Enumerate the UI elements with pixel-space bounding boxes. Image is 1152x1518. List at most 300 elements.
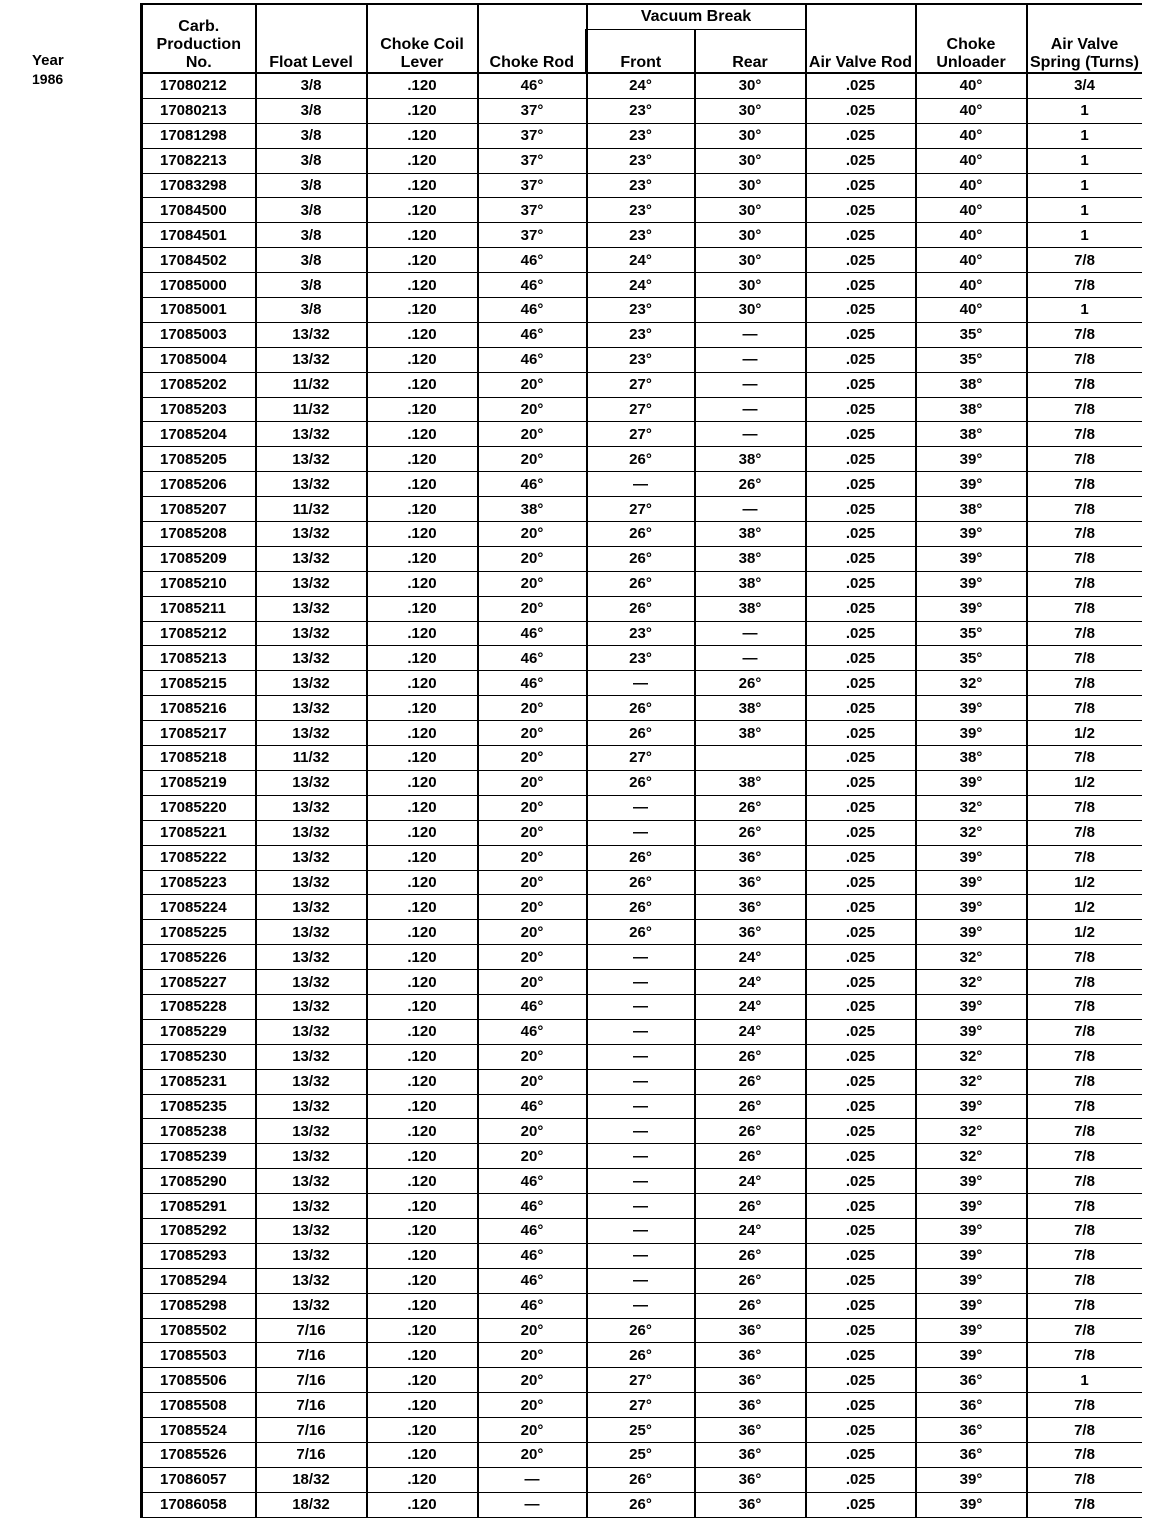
cell-carb-production-no: 17085226	[142, 945, 256, 970]
cell-choke-rod: 20°	[478, 1343, 587, 1368]
cell-vacuum-break-rear: 36°	[695, 1318, 806, 1343]
cell-carb-production-no: 17085298	[142, 1293, 256, 1318]
cell-choke-unloader: 38°	[916, 397, 1027, 422]
cell-vacuum-break-front: 26°	[587, 696, 695, 721]
table-row	[142, 1218, 1142, 1243]
cell-choke-coil-lever: .120	[367, 372, 478, 397]
cell-air-valve-spring: 7/8	[1027, 1144, 1142, 1169]
cell-vacuum-break-rear: 38°	[695, 522, 806, 547]
cell-vacuum-break-front: 26°	[587, 895, 695, 920]
cell-air-valve-spring: 7/8	[1027, 696, 1142, 721]
cell-choke-coil-lever: .120	[367, 273, 478, 298]
cell-choke-coil-lever: .120	[367, 198, 478, 223]
cell-air-valve-rod: .025	[806, 1119, 916, 1144]
cell-vacuum-break-rear: 26°	[695, 671, 806, 696]
cell-float-level: 13/32	[256, 447, 367, 472]
cell-air-valve-spring: 7/8	[1027, 248, 1142, 273]
cell-air-valve-rod: .025	[806, 571, 916, 596]
cell-choke-unloader: 38°	[916, 746, 1027, 771]
cell-choke-unloader: 39°	[916, 920, 1027, 945]
cell-choke-unloader: 40°	[916, 73, 1027, 98]
cell-choke-rod: 20°	[478, 1368, 587, 1393]
cell-vacuum-break-front: —	[587, 1268, 695, 1293]
cell-vacuum-break-front: —	[587, 1019, 695, 1044]
cell-vacuum-break-rear: 26°	[695, 1094, 806, 1119]
cell-carb-production-no: 17085230	[142, 1044, 256, 1069]
cell-air-valve-spring: 1/2	[1027, 920, 1142, 945]
table-row	[142, 98, 1142, 123]
cell-air-valve-rod: .025	[806, 472, 916, 497]
cell-choke-coil-lever: .120	[367, 646, 478, 671]
cell-choke-coil-lever: .120	[367, 546, 478, 571]
cell-choke-coil-lever: .120	[367, 1343, 478, 1368]
cell-air-valve-spring: 7/8	[1027, 970, 1142, 995]
cell-air-valve-rod: .025	[806, 522, 916, 547]
cell-air-valve-rod: .025	[806, 870, 916, 895]
cell-choke-rod: 20°	[478, 522, 587, 547]
cell-carb-production-no: 17080213	[142, 98, 256, 123]
cell-float-level: 18/32	[256, 1467, 367, 1492]
cell-vacuum-break-front: 27°	[587, 422, 695, 447]
table-row	[142, 671, 1142, 696]
cell-vacuum-break-front: 27°	[587, 397, 695, 422]
cell-air-valve-rod: .025	[806, 273, 916, 298]
cell-air-valve-rod: .025	[806, 1094, 916, 1119]
cell-vacuum-break-rear: —	[695, 621, 806, 646]
cell-float-level: 7/16	[256, 1318, 367, 1343]
cell-float-level: 13/32	[256, 1094, 367, 1119]
cell-carb-production-no: 17085220	[142, 795, 256, 820]
cell-float-level: 3/8	[256, 248, 367, 273]
cell-choke-coil-lever: .120	[367, 671, 478, 696]
cell-choke-unloader: 32°	[916, 945, 1027, 970]
cell-vacuum-break-rear: 24°	[695, 970, 806, 995]
cell-air-valve-rod: .025	[806, 1467, 916, 1492]
cell-choke-rod: 46°	[478, 1194, 587, 1219]
cell-float-level: 13/32	[256, 970, 367, 995]
table-row	[142, 347, 1142, 372]
table-row	[142, 322, 1142, 347]
cell-choke-rod: 37°	[478, 123, 587, 148]
table-row	[142, 870, 1142, 895]
cell-choke-rod: 46°	[478, 994, 587, 1019]
cell-air-valve-spring: 1	[1027, 173, 1142, 198]
cell-choke-coil-lever: .120	[367, 770, 478, 795]
cell-vacuum-break-front: 26°	[587, 1343, 695, 1368]
cell-float-level: 13/32	[256, 646, 367, 671]
cell-choke-coil-lever: .120	[367, 1442, 478, 1467]
cell-vacuum-break-rear: —	[695, 497, 806, 522]
cell-air-valve-spring: 7/8	[1027, 522, 1142, 547]
cell-carb-production-no: 17085221	[142, 820, 256, 845]
table-row	[142, 472, 1142, 497]
header-choke-unloader: Choke Unloader	[916, 4, 1027, 73]
cell-float-level: 13/32	[256, 1044, 367, 1069]
cell-choke-rod: 20°	[478, 795, 587, 820]
cell-air-valve-spring: 1/2	[1027, 770, 1142, 795]
cell-float-level: 13/32	[256, 347, 367, 372]
table-row	[142, 1492, 1142, 1517]
header-vacuum-break-rear: Rear	[695, 30, 806, 74]
cell-carb-production-no: 17085212	[142, 621, 256, 646]
cell-choke-rod: 46°	[478, 248, 587, 273]
cell-choke-coil-lever: .120	[367, 1144, 478, 1169]
cell-float-level: 13/32	[256, 920, 367, 945]
table-row	[142, 1418, 1142, 1443]
cell-vacuum-break-front: 24°	[587, 73, 695, 98]
cell-carb-production-no: 17085218	[142, 746, 256, 771]
cell-air-valve-rod: .025	[806, 447, 916, 472]
cell-float-level: 3/8	[256, 298, 367, 323]
cell-vacuum-break-front: 26°	[587, 596, 695, 621]
cell-choke-coil-lever: .120	[367, 596, 478, 621]
cell-vacuum-break-front: —	[587, 1243, 695, 1268]
cell-choke-rod: 20°	[478, 870, 587, 895]
cell-air-valve-spring: 7/8	[1027, 820, 1142, 845]
cell-choke-coil-lever: .120	[367, 73, 478, 98]
cell-choke-coil-lever: .120	[367, 1368, 478, 1393]
header-float-level: Float Level	[256, 4, 367, 73]
cell-choke-coil-lever: .120	[367, 1169, 478, 1194]
cell-vacuum-break-front: —	[587, 1293, 695, 1318]
cell-float-level: 13/32	[256, 1069, 367, 1094]
cell-vacuum-break-rear: —	[695, 646, 806, 671]
cell-float-level: 13/32	[256, 621, 367, 646]
table-row	[142, 945, 1142, 970]
cell-choke-coil-lever: .120	[367, 845, 478, 870]
cell-choke-unloader: 39°	[916, 721, 1027, 746]
cell-air-valve-rod: .025	[806, 1169, 916, 1194]
table-row	[142, 746, 1142, 771]
cell-choke-rod: 46°	[478, 273, 587, 298]
cell-vacuum-break-front: 23°	[587, 98, 695, 123]
cell-vacuum-break-rear: 26°	[695, 472, 806, 497]
cell-carb-production-no: 17085290	[142, 1169, 256, 1194]
cell-vacuum-break-front: 26°	[587, 770, 695, 795]
table-row	[142, 721, 1142, 746]
cell-vacuum-break-rear: 26°	[695, 1194, 806, 1219]
table-row	[142, 173, 1142, 198]
table-row	[142, 248, 1142, 273]
table-row	[142, 422, 1142, 447]
cell-carb-production-no: 17085224	[142, 895, 256, 920]
cell-carb-production-no: 17085000	[142, 273, 256, 298]
cell-carb-production-no: 17085524	[142, 1418, 256, 1443]
cell-air-valve-rod: .025	[806, 422, 916, 447]
cell-air-valve-spring: 7/8	[1027, 472, 1142, 497]
cell-air-valve-spring: 7/8	[1027, 1268, 1142, 1293]
cell-float-level: 13/32	[256, 994, 367, 1019]
cell-carb-production-no: 17085222	[142, 845, 256, 870]
cell-choke-rod: 46°	[478, 1268, 587, 1293]
cell-vacuum-break-front: 23°	[587, 322, 695, 347]
cell-vacuum-break-rear: 38°	[695, 447, 806, 472]
cell-choke-coil-lever: .120	[367, 123, 478, 148]
cell-vacuum-break-front: —	[587, 1194, 695, 1219]
table-row	[142, 845, 1142, 870]
cell-choke-unloader: 35°	[916, 347, 1027, 372]
cell-air-valve-rod: .025	[806, 322, 916, 347]
cell-carb-production-no: 17085216	[142, 696, 256, 721]
cell-choke-unloader: 39°	[916, 1194, 1027, 1219]
cell-float-level: 13/32	[256, 945, 367, 970]
cell-carb-production-no: 17085227	[142, 970, 256, 995]
cell-carb-production-no: 17085502	[142, 1318, 256, 1343]
cell-choke-coil-lever: .120	[367, 447, 478, 472]
cell-choke-unloader: 39°	[916, 522, 1027, 547]
cell-vacuum-break-rear: 24°	[695, 1169, 806, 1194]
cell-float-level: 13/32	[256, 1019, 367, 1044]
cell-choke-rod: 20°	[478, 820, 587, 845]
cell-choke-unloader: 32°	[916, 671, 1027, 696]
cell-choke-rod: 46°	[478, 1169, 587, 1194]
cell-vacuum-break-rear: 24°	[695, 1218, 806, 1243]
cell-air-valve-spring: 7/8	[1027, 1442, 1142, 1467]
cell-vacuum-break-front: 26°	[587, 571, 695, 596]
cell-carb-production-no: 17085239	[142, 1144, 256, 1169]
cell-carb-production-no: 17084501	[142, 223, 256, 248]
cell-choke-rod: 20°	[478, 422, 587, 447]
cell-choke-unloader: 40°	[916, 98, 1027, 123]
cell-vacuum-break-rear: 36°	[695, 1467, 806, 1492]
cell-vacuum-break-front: 25°	[587, 1442, 695, 1467]
cell-choke-coil-lever: .120	[367, 696, 478, 721]
cell-vacuum-break-front: —	[587, 671, 695, 696]
cell-float-level: 13/32	[256, 546, 367, 571]
cell-choke-coil-lever: .120	[367, 746, 478, 771]
cell-vacuum-break-front: 26°	[587, 845, 695, 870]
cell-vacuum-break-front: 23°	[587, 148, 695, 173]
cell-choke-unloader: 32°	[916, 1144, 1027, 1169]
table-row	[142, 223, 1142, 248]
cell-vacuum-break-front: 23°	[587, 198, 695, 223]
table-row	[142, 994, 1142, 1019]
cell-air-valve-spring: 7/8	[1027, 273, 1142, 298]
cell-choke-unloader: 39°	[916, 1094, 1027, 1119]
cell-float-level: 11/32	[256, 397, 367, 422]
cell-choke-unloader: 38°	[916, 422, 1027, 447]
cell-vacuum-break-front: 24°	[587, 248, 695, 273]
cell-choke-rod: 46°	[478, 1243, 587, 1268]
cell-choke-coil-lever: .120	[367, 1119, 478, 1144]
cell-choke-unloader: 40°	[916, 298, 1027, 323]
cell-choke-rod: 20°	[478, 920, 587, 945]
cell-air-valve-rod: .025	[806, 1492, 916, 1517]
table-row	[142, 1467, 1142, 1492]
cell-vacuum-break-front: 23°	[587, 173, 695, 198]
cell-air-valve-spring: 7/8	[1027, 347, 1142, 372]
cell-choke-unloader: 32°	[916, 1069, 1027, 1094]
cell-vacuum-break-rear: —	[695, 372, 806, 397]
cell-air-valve-spring: 7/8	[1027, 422, 1142, 447]
cell-vacuum-break-rear: 30°	[695, 173, 806, 198]
cell-choke-rod: 20°	[478, 447, 587, 472]
cell-carb-production-no: 17080212	[142, 73, 256, 98]
cell-vacuum-break-rear: 36°	[695, 1442, 806, 1467]
cell-choke-unloader: 40°	[916, 198, 1027, 223]
cell-choke-rod: 20°	[478, 1442, 587, 1467]
table-row	[142, 1194, 1142, 1219]
cell-vacuum-break-front: —	[587, 820, 695, 845]
cell-choke-unloader: 39°	[916, 1243, 1027, 1268]
cell-choke-unloader: 39°	[916, 1268, 1027, 1293]
cell-float-level: 13/32	[256, 571, 367, 596]
cell-choke-coil-lever: .120	[367, 98, 478, 123]
cell-choke-rod: 38°	[478, 497, 587, 522]
cell-vacuum-break-front: 27°	[587, 497, 695, 522]
cell-choke-coil-lever: .120	[367, 1293, 478, 1318]
table-row	[142, 123, 1142, 148]
cell-air-valve-rod: .025	[806, 1268, 916, 1293]
cell-air-valve-spring: 1	[1027, 98, 1142, 123]
cell-air-valve-rod: .025	[806, 1318, 916, 1343]
table-row	[142, 895, 1142, 920]
cell-float-level: 11/32	[256, 372, 367, 397]
cell-choke-coil-lever: .120	[367, 994, 478, 1019]
cell-float-level: 13/32	[256, 472, 367, 497]
cell-choke-unloader: 39°	[916, 770, 1027, 795]
cell-vacuum-break-rear: 26°	[695, 1119, 806, 1144]
cell-float-level: 7/16	[256, 1442, 367, 1467]
cell-carb-production-no: 17085204	[142, 422, 256, 447]
cell-float-level: 3/8	[256, 273, 367, 298]
cell-air-valve-rod: .025	[806, 895, 916, 920]
cell-choke-unloader: 39°	[916, 1218, 1027, 1243]
cell-carb-production-no: 17085205	[142, 447, 256, 472]
cell-choke-coil-lever: .120	[367, 1268, 478, 1293]
cell-float-level: 13/32	[256, 1119, 367, 1144]
cell-vacuum-break-front: —	[587, 1218, 695, 1243]
cell-vacuum-break-rear: 26°	[695, 1293, 806, 1318]
cell-vacuum-break-front: 26°	[587, 1467, 695, 1492]
cell-vacuum-break-rear: 36°	[695, 895, 806, 920]
cell-air-valve-spring: 7/8	[1027, 621, 1142, 646]
cell-float-level: 3/8	[256, 198, 367, 223]
cell-choke-rod: 20°	[478, 397, 587, 422]
cell-float-level: 13/32	[256, 696, 367, 721]
cell-choke-unloader: 36°	[916, 1368, 1027, 1393]
cell-vacuum-break-rear: 38°	[695, 546, 806, 571]
cell-vacuum-break-rear: 24°	[695, 945, 806, 970]
cell-carb-production-no: 17085526	[142, 1442, 256, 1467]
cell-choke-rod: 46°	[478, 1019, 587, 1044]
cell-carb-production-no: 17085293	[142, 1243, 256, 1268]
table-row	[142, 1169, 1142, 1194]
cell-vacuum-break-rear: 30°	[695, 123, 806, 148]
cell-choke-unloader: 40°	[916, 273, 1027, 298]
cell-choke-coil-lever: .120	[367, 1243, 478, 1268]
cell-choke-coil-lever: .120	[367, 795, 478, 820]
table-row	[142, 621, 1142, 646]
cell-vacuum-break-rear: 26°	[695, 1069, 806, 1094]
cell-carb-production-no: 17085215	[142, 671, 256, 696]
cell-air-valve-rod: .025	[806, 248, 916, 273]
cell-air-valve-spring: 1/2	[1027, 721, 1142, 746]
cell-carb-production-no: 17085001	[142, 298, 256, 323]
cell-choke-rod: 20°	[478, 1418, 587, 1443]
cell-vacuum-break-front: —	[587, 1044, 695, 1069]
cell-vacuum-break-front: 25°	[587, 1418, 695, 1443]
cell-choke-coil-lever: .120	[367, 1218, 478, 1243]
carburetor-spec-table	[140, 3, 1142, 1518]
cell-choke-coil-lever: .120	[367, 870, 478, 895]
cell-choke-rod: 20°	[478, 696, 587, 721]
cell-choke-coil-lever: .120	[367, 571, 478, 596]
cell-vacuum-break-front: 23°	[587, 298, 695, 323]
table-row	[142, 596, 1142, 621]
cell-choke-rod: 20°	[478, 895, 587, 920]
cell-choke-rod: 37°	[478, 223, 587, 248]
cell-vacuum-break-front: 23°	[587, 646, 695, 671]
cell-air-valve-spring: 7/8	[1027, 322, 1142, 347]
cell-vacuum-break-rear: 36°	[695, 1418, 806, 1443]
year-value: 1986	[32, 71, 64, 87]
cell-air-valve-spring: 1	[1027, 123, 1142, 148]
cell-vacuum-break-rear: 36°	[695, 845, 806, 870]
cell-air-valve-spring: 7/8	[1027, 1194, 1142, 1219]
cell-float-level: 13/32	[256, 895, 367, 920]
cell-vacuum-break-front: 27°	[587, 1368, 695, 1393]
cell-carb-production-no: 17085292	[142, 1218, 256, 1243]
cell-vacuum-break-rear: 38°	[695, 696, 806, 721]
cell-choke-rod: —	[478, 1467, 587, 1492]
cell-choke-unloader: 39°	[916, 1467, 1027, 1492]
cell-vacuum-break-rear: 30°	[695, 298, 806, 323]
header-vacuum-break-front: Front	[587, 30, 695, 74]
cell-choke-rod: 46°	[478, 1218, 587, 1243]
cell-choke-unloader: 36°	[916, 1418, 1027, 1443]
cell-vacuum-break-front: 26°	[587, 546, 695, 571]
cell-choke-unloader: 38°	[916, 497, 1027, 522]
cell-air-valve-rod: .025	[806, 596, 916, 621]
cell-choke-unloader: 39°	[916, 596, 1027, 621]
cell-choke-unloader: 38°	[916, 372, 1027, 397]
cell-air-valve-rod: .025	[806, 347, 916, 372]
cell-choke-rod: 46°	[478, 646, 587, 671]
cell-choke-unloader: 32°	[916, 970, 1027, 995]
cell-air-valve-spring: 7/8	[1027, 447, 1142, 472]
cell-air-valve-rod: .025	[806, 721, 916, 746]
cell-choke-coil-lever: .120	[367, 920, 478, 945]
cell-choke-coil-lever: .120	[367, 173, 478, 198]
year-label: Year	[32, 52, 64, 69]
cell-float-level: 13/32	[256, 1194, 367, 1219]
cell-choke-rod: 20°	[478, 845, 587, 870]
cell-float-level: 11/32	[256, 746, 367, 771]
cell-choke-coil-lever: .120	[367, 1069, 478, 1094]
cell-air-valve-spring: 7/8	[1027, 1218, 1142, 1243]
cell-carb-production-no: 17086058	[142, 1492, 256, 1517]
cell-vacuum-break-front: 26°	[587, 447, 695, 472]
cell-choke-unloader: 39°	[916, 447, 1027, 472]
table-row	[142, 696, 1142, 721]
cell-choke-coil-lever: .120	[367, 1094, 478, 1119]
header-choke-coil-lever: Choke Coil Lever	[367, 4, 478, 73]
cell-choke-unloader: 39°	[916, 696, 1027, 721]
cell-choke-unloader: 39°	[916, 870, 1027, 895]
cell-choke-unloader: 32°	[916, 820, 1027, 845]
cell-carb-production-no: 17085209	[142, 546, 256, 571]
cell-float-level: 13/32	[256, 1293, 367, 1318]
cell-carb-production-no: 17085004	[142, 347, 256, 372]
cell-choke-unloader: 36°	[916, 1442, 1027, 1467]
cell-carb-production-no: 17085223	[142, 870, 256, 895]
cell-air-valve-spring: 7/8	[1027, 497, 1142, 522]
cell-float-level: 13/32	[256, 1169, 367, 1194]
cell-carb-production-no: 17085206	[142, 472, 256, 497]
cell-carb-production-no: 17085503	[142, 1343, 256, 1368]
cell-air-valve-rod: .025	[806, 98, 916, 123]
